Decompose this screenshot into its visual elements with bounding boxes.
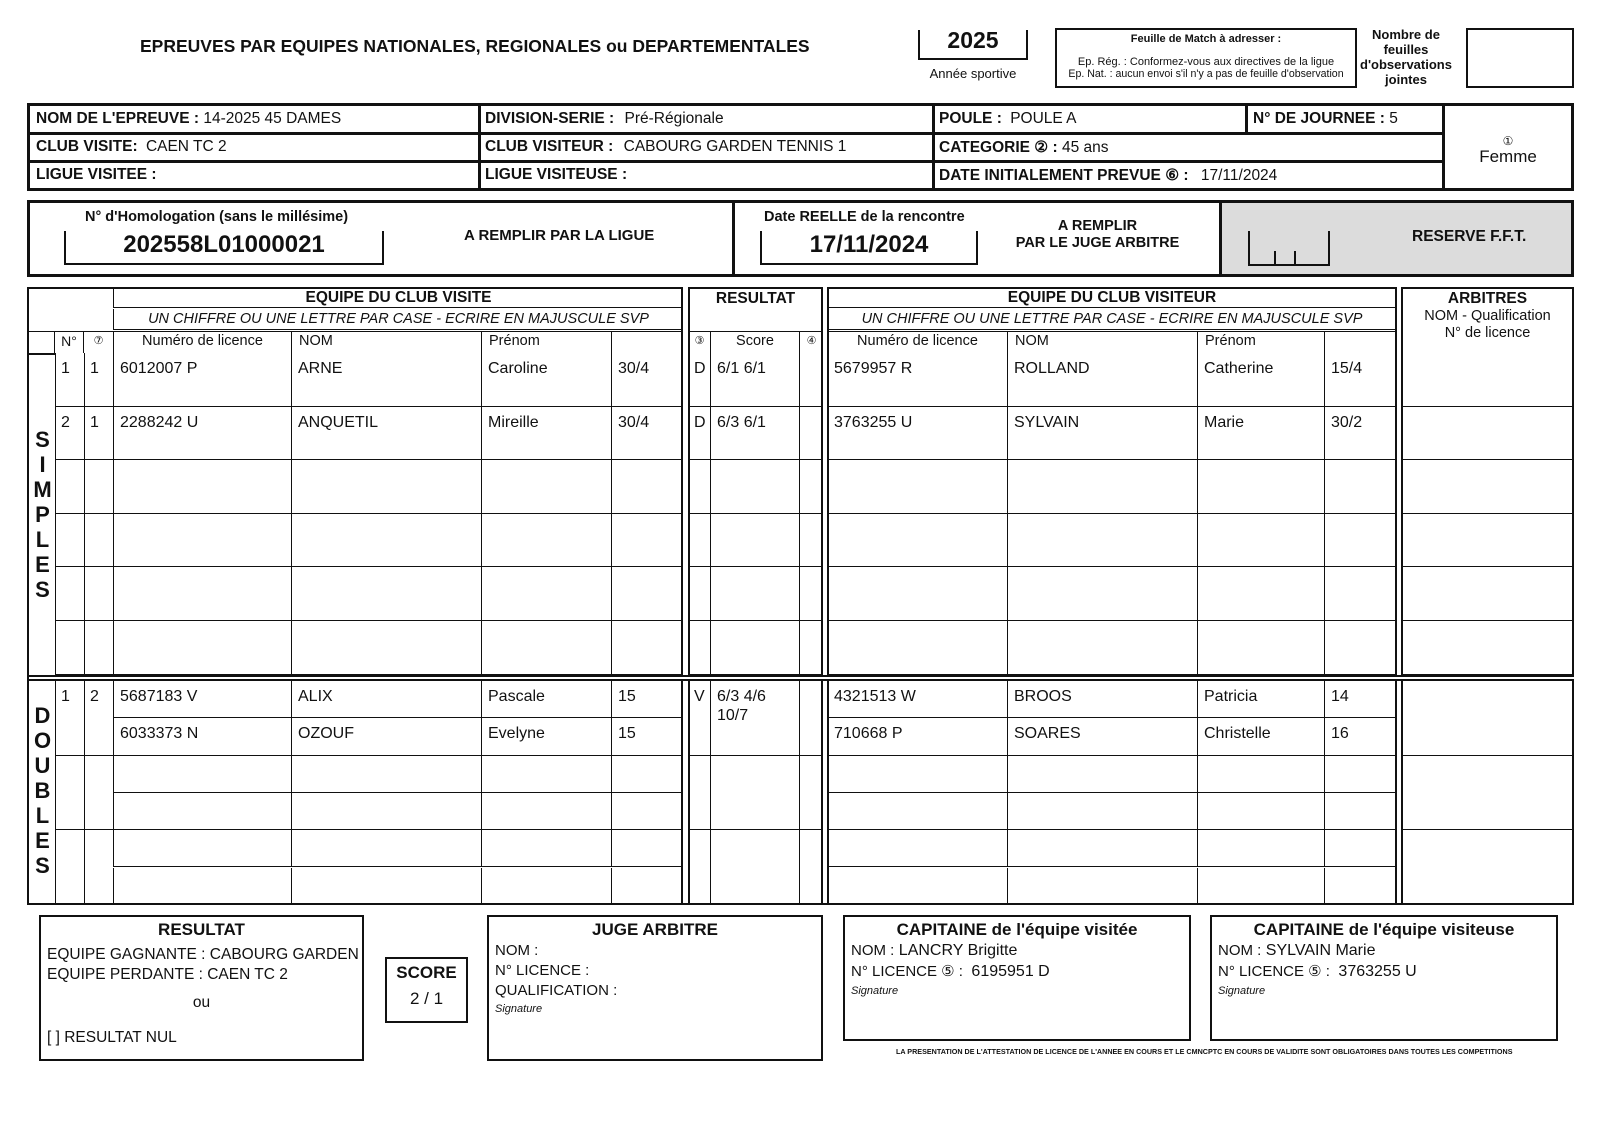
arbitres-sub-1: NOM - Qualification [1424, 308, 1551, 324]
ou-text: ou [192, 994, 211, 1011]
double-cell-score[interactable] [710, 681, 799, 756]
simple-cell-arb[interactable] [1401, 567, 1574, 621]
simple-cell-n[interactable] [55, 621, 84, 675]
double-cell-blank4[interactable] [799, 756, 823, 831]
simple-cell-score[interactable] [710, 460, 799, 514]
observations-label: Nombre de feuilles d'observations jointes [1360, 27, 1452, 87]
visiteur-subtitle: UN CHIFFRE OU UNE LETTRE PAR CASE - ECRIRE EN MAJUSCULE SVP [827, 309, 1397, 330]
simple-cell-prenom2[interactable]: Catherine [1197, 353, 1324, 407]
date-prevue-label: DATE INITIALEMENT PREVUE ⑥ : [939, 167, 1189, 184]
simple-cell-lic[interactable]: 6012007 P [113, 353, 291, 407]
ligue-note: A REMPLIR PAR LA LIGUE [464, 227, 655, 244]
simple-cell-r[interactable]: 1 [84, 407, 113, 461]
send-instructions-box [1055, 28, 1357, 88]
juge-arbitre-box [487, 915, 823, 1061]
double-cell-prenom[interactable] [481, 793, 611, 830]
page-title: EPREUVES PAR EQUIPES NATIONALES, REGIONALES ou DEPARTEMENTALES [140, 36, 810, 56]
juge-note [1010, 218, 1185, 252]
resultat-nul-checkbox[interactable]: [ ] RESULTAT NUL [47, 1029, 177, 1046]
double-cell-prenom2[interactable] [1197, 793, 1324, 830]
categorie-label: CATEGORIE ② : [939, 139, 1058, 156]
simple-cell-prenom[interactable] [481, 621, 611, 675]
date-reelle-field[interactable] [760, 231, 978, 265]
homologation-label: N° d'Homologation (sans le millésime) [85, 209, 349, 225]
capitaine-visiteuse-lic-value: 3763255 U [1338, 963, 1417, 980]
simple-cell-arb[interactable] [1401, 460, 1574, 514]
col-7: ⑦ [93, 335, 104, 347]
simple-cell-prenom2[interactable] [1197, 460, 1324, 514]
date-reelle-value: 17/11/2024 [809, 231, 929, 258]
simple-cell-nom[interactable]: ANQUETIL [291, 407, 481, 461]
simple-cell-r[interactable] [84, 567, 113, 621]
year-box [918, 27, 1028, 60]
double-cell-res[interactable]: V [688, 681, 710, 756]
double-cell-cls[interactable] [611, 830, 683, 867]
simple-cell-score[interactable] [710, 621, 799, 675]
double-cell-lic[interactable]: 5687183 V [113, 681, 291, 718]
double-cell-prenom[interactable] [481, 830, 611, 867]
double-cell-arb[interactable] [1401, 830, 1574, 905]
simple-cell-res[interactable] [688, 460, 710, 514]
gagnante-line [47, 946, 362, 964]
col-num: N° [61, 333, 77, 349]
simple-cell-lic2[interactable]: 5679957 R [827, 353, 1007, 407]
resultat-summary-box [39, 915, 364, 1061]
epreuve-label: NOM DE L'EPREUVE : [36, 110, 200, 127]
ligue-visiteuse-field [485, 166, 627, 184]
perdante-label: EQUIPE PERDANTE : [47, 966, 203, 983]
sexe-mark: ① [1502, 134, 1514, 148]
juge-title: JUGE ARBITRE [592, 920, 718, 939]
division-value: Pré-Régionale [624, 110, 724, 127]
simple-cell-nom[interactable] [291, 514, 481, 568]
double-cell-blank4[interactable] [799, 830, 823, 905]
double-cell-nom[interactable]: OZOUF [291, 718, 481, 755]
double-cell-cls[interactable] [611, 793, 683, 830]
simple-cell-score[interactable] [710, 514, 799, 568]
homologation-block [27, 200, 1574, 277]
double-cell-prenom2[interactable] [1197, 756, 1324, 793]
doubles-label: DOUBLES [30, 703, 55, 878]
double-cell-n[interactable] [55, 830, 84, 905]
capitaine-visitee-signature[interactable]: Signature [851, 985, 899, 997]
simple-cell-score[interactable]: 6/1 6/1 [710, 353, 799, 407]
simple-cell-res[interactable]: D [688, 353, 710, 407]
simple-cell-r[interactable] [84, 514, 113, 568]
capitaine-visiteuse-nom-value: SYLVAIN Marie [1265, 942, 1376, 959]
journee-label: N° DE JOURNEE : [1253, 110, 1385, 127]
match-info-block [27, 103, 1574, 191]
double-score-line-1: 6/3 4/6 [717, 688, 766, 705]
simple-cell-prenom2[interactable] [1197, 621, 1324, 675]
simple-cell-cls2[interactable]: 30/2 [1324, 407, 1397, 461]
double-cell-r[interactable]: 2 [84, 681, 113, 756]
double-cell-nom2[interactable]: SOARES [1007, 718, 1197, 755]
simple-cell-blank4[interactable] [799, 353, 823, 407]
simple-cell-prenom[interactable] [481, 460, 611, 514]
simple-cell-nom[interactable]: ARNE [291, 353, 481, 407]
simple-cell-blank4[interactable] [799, 621, 823, 675]
double-cell-nom[interactable] [291, 756, 481, 793]
capitaine-visiteuse-box [1210, 915, 1558, 1041]
capitaine-visitee-nom-value: LANCRY Brigitte [898, 942, 1018, 959]
double-cell-blank4[interactable] [799, 681, 823, 756]
juge-nom: NOM : [495, 942, 539, 959]
double-cell-lic[interactable] [113, 830, 291, 867]
visite-subtitle: UN CHIFFRE OU UNE LETTRE PAR CASE - ECRIRE EN MAJUSCULE SVP [113, 309, 683, 330]
simple-cell-res[interactable] [688, 514, 710, 568]
date-prevue-field [939, 166, 1277, 185]
double-cell-cls[interactable] [611, 756, 683, 793]
categorie-field [939, 138, 1109, 157]
double-cell-lic[interactable] [113, 756, 291, 793]
poule-value: POULE A [1010, 110, 1077, 127]
send-title: Feuille de Match à adresser : [1130, 33, 1282, 45]
simple-cell-prenom2[interactable]: Marie [1197, 407, 1324, 461]
double-cell-cls2[interactable]: 16 [1324, 718, 1397, 755]
simple-cell-prenom[interactable] [481, 514, 611, 568]
double-cell-nom2[interactable] [1007, 793, 1197, 830]
simple-cell-prenom2[interactable] [1197, 514, 1324, 568]
epreuve-value: 14-2025 45 DAMES [203, 110, 342, 127]
arbitres-title: ARBITRES [1447, 290, 1528, 307]
col-4: ④ [806, 335, 817, 347]
double-cell-cls[interactable]: 15 [611, 681, 683, 718]
col-3: ③ [694, 335, 705, 347]
simple-cell-arb[interactable] [1401, 407, 1574, 461]
perdante-line [47, 966, 362, 984]
homologation-field[interactable] [64, 231, 384, 265]
double-cell-r[interactable] [84, 756, 113, 831]
simple-cell-nom2[interactable] [1007, 567, 1197, 621]
simples-label: SIMPLES [30, 427, 55, 602]
juge-qualification: QUALIFICATION : [495, 982, 618, 999]
reserve-fft-label: RESERVE F.F.T. [1412, 228, 1527, 245]
simple-cell-n[interactable]: 1 [55, 353, 84, 407]
simple-cell-cls[interactable]: 30/4 [611, 407, 683, 461]
double-cell-cls[interactable] [611, 868, 683, 905]
simple-cell-cls2[interactable] [1324, 514, 1397, 568]
double-cell-prenom2[interactable]: Patricia [1197, 681, 1324, 718]
double-cell-lic2[interactable] [827, 793, 1007, 830]
capitaine-visitee-lic-value: 6195951 D [971, 963, 1050, 980]
juge-signature[interactable]: Signature [495, 1003, 543, 1015]
col-nom-visiteur: NOM [1015, 333, 1049, 349]
simple-cell-score[interactable] [710, 567, 799, 621]
double-cell-nom[interactable] [291, 868, 481, 905]
double-cell-prenom[interactable] [481, 756, 611, 793]
simple-cell-nom2[interactable]: SYLVAIN [1007, 407, 1197, 461]
ligue-visitee-label: LIGUE VISITEE : [36, 166, 157, 183]
journee-field [1253, 110, 1398, 128]
club-visiteur-field [485, 138, 846, 156]
double-cell-score[interactable] [710, 830, 799, 905]
column-header-row [27, 331, 1397, 353]
double-cell-n[interactable] [55, 756, 84, 831]
double-score-line-2: 10/7 [717, 707, 749, 724]
simple-cell-nom2[interactable] [1007, 460, 1197, 514]
date-reelle-label: Date REELLE de la rencontre [764, 209, 965, 225]
simple-cell-cls[interactable] [611, 567, 683, 621]
simple-cell-lic[interactable] [113, 460, 291, 514]
division-label: DIVISION-SERIE : [485, 110, 615, 127]
double-cell-cls2[interactable] [1324, 793, 1397, 830]
double-cell-prenom2[interactable] [1197, 830, 1324, 867]
capitaine-visitee-lic-label: N° LICENCE ⑤ : [851, 963, 963, 980]
juge-note-line-2: PAR LE JUGE ARBITRE [1015, 235, 1180, 251]
simple-cell-n[interactable]: 2 [55, 407, 84, 461]
simple-cell-lic2[interactable]: 3763255 U [827, 407, 1007, 461]
simple-cell-cls[interactable]: 30/4 [611, 353, 683, 407]
simple-cell-nom[interactable] [291, 567, 481, 621]
double-cell-lic[interactable]: 6033373 N [113, 718, 291, 755]
simple-cell-prenom[interactable]: Caroline [481, 353, 611, 407]
double-cell-lic2[interactable] [827, 868, 1007, 905]
simple-cell-n[interactable] [55, 567, 84, 621]
capitaine-visitee-box [843, 915, 1191, 1041]
resultat-summary-title: RESULTAT [158, 920, 245, 939]
simple-cell-lic[interactable] [113, 514, 291, 568]
capitaine-visiteuse-nom [1218, 942, 1556, 960]
col-score: Score [736, 333, 774, 349]
club-visiteur-label: CLUB VISITEUR : [485, 138, 614, 155]
double-cell-prenom2[interactable]: Christelle [1197, 718, 1324, 755]
simple-cell-arb[interactable] [1401, 514, 1574, 568]
club-visite-label: CLUB VISITE: [36, 138, 138, 155]
simple-cell-cls[interactable] [611, 514, 683, 568]
simple-cell-nom2[interactable]: ROLLAND [1007, 353, 1197, 407]
simple-cell-blank4[interactable] [799, 407, 823, 461]
ligue-visiteuse-label: LIGUE VISITEUSE : [485, 166, 628, 183]
capitaine-visiteuse-title: CAPITAINE de l'équipe visiteuse [1253, 920, 1515, 939]
double-cell-res[interactable] [688, 756, 710, 831]
double-cell-nom[interactable] [291, 793, 481, 830]
observations-count-field[interactable] [1466, 28, 1574, 88]
col-licence-visiteur: Numéro de licence [857, 333, 978, 349]
col-nom: NOM [299, 333, 333, 349]
visite-title: EQUIPE DU CLUB VISITE [113, 287, 683, 308]
capitaine-visitee-title: CAPITAINE de l'équipe visitée [896, 920, 1138, 939]
simple-cell-cls2[interactable]: 15/4 [1324, 353, 1397, 407]
simple-cell-blank4[interactable] [799, 567, 823, 621]
score-value: 2 / 1 [409, 989, 444, 1008]
arbitres-sub-2: N° de licence [1444, 325, 1531, 341]
double-cell-r[interactable] [84, 830, 113, 905]
resultat-col-title: RESULTAT [715, 290, 796, 307]
journee-value: 5 [1389, 110, 1398, 127]
reserve-fft-panel [1219, 203, 1571, 274]
visiteur-title: EQUIPE DU CLUB VISITEUR [827, 287, 1397, 308]
epreuve-field [36, 110, 341, 128]
double-cell-prenom2[interactable] [1197, 868, 1324, 905]
double-cell-nom2[interactable]: BROOS [1007, 681, 1197, 718]
poule-label: POULE : [939, 110, 1002, 127]
simple-cell-r[interactable] [84, 460, 113, 514]
tables-bottom-border [27, 903, 1574, 905]
col-prenom: Prénom [489, 333, 540, 349]
double-cell-cls2[interactable] [1324, 830, 1397, 867]
footer-note: LA PRESENTATION DE L'ATTESTATION DE LICENCE DE L'ANNEE EN COURS ET LE CMNCPTC EN COURS DE VALIDITE SONT OBLIGATOIRES DANS TOUTES LES COMPETITIONS [896, 1047, 1513, 1056]
simple-cell-lic[interactable] [113, 621, 291, 675]
year-label: Année sportive [929, 66, 1017, 81]
division-field [485, 110, 724, 128]
capitaine-visiteuse-licence [1218, 962, 1556, 981]
col-licence: Numéro de licence [142, 333, 263, 349]
simple-cell-lic2[interactable] [827, 621, 1007, 675]
double-cell-lic2[interactable] [827, 756, 1007, 793]
club-visite-field [36, 138, 227, 156]
categorie-value: 45 ans [1061, 139, 1109, 156]
double-cell-cls2[interactable]: 14 [1324, 681, 1397, 718]
gagnante-value: CABOURG GARDEN [209, 946, 359, 963]
simple-cell-n[interactable] [55, 460, 84, 514]
simples-section-label [27, 353, 55, 675]
simple-cell-prenom2[interactable] [1197, 567, 1324, 621]
send-line-2: Ep. Nat. : aucun envoi s'il n'y a pas de feuille d'observation [1068, 68, 1344, 80]
simple-cell-res[interactable]: D [688, 407, 710, 461]
simple-cell-n[interactable] [55, 514, 84, 568]
club-visite-value: CAEN TC 2 [145, 138, 227, 155]
double-cell-lic2[interactable]: 4321513 W [827, 681, 1007, 718]
capitaine-visiteuse-nom-label: NOM : [1218, 942, 1262, 959]
simple-cell-res[interactable] [688, 621, 710, 675]
simple-cell-score[interactable]: 6/3 6/1 [710, 407, 799, 461]
juge-note-line-1: A REMPLIR [1057, 218, 1138, 234]
ligue-visitee-field [36, 166, 157, 184]
double-cell-arb[interactable] [1401, 756, 1574, 831]
score-label: SCORE [396, 963, 457, 982]
double-cell-prenom[interactable]: Pascale [481, 681, 611, 718]
double-cell-arb[interactable] [1401, 681, 1574, 756]
club-visiteur-value: CABOURG GARDEN TENNIS 1 [623, 138, 847, 155]
capitaine-visitee-nom-label: NOM : [851, 942, 895, 959]
simple-cell-res[interactable] [688, 567, 710, 621]
date-prevue-value: 17/11/2024 [1200, 167, 1278, 184]
tables-left-border [27, 353, 29, 905]
double-cell-score[interactable] [710, 756, 799, 831]
simple-cell-prenom[interactable]: Mireille [481, 407, 611, 461]
sexe-value: Femme [1479, 147, 1537, 166]
simple-cell-cls2[interactable] [1324, 567, 1397, 621]
simple-cell-lic[interactable]: 2288242 U [113, 407, 291, 461]
simple-cell-r[interactable] [84, 621, 113, 675]
simple-cell-r[interactable]: 1 [84, 353, 113, 407]
double-cell-cls2[interactable] [1324, 868, 1397, 905]
double-cell-nom[interactable]: ALIX [291, 681, 481, 718]
double-cell-lic[interactable] [113, 868, 291, 905]
capitaine-visiteuse-signature[interactable]: Signature [1218, 985, 1266, 997]
simple-cell-lic2[interactable] [827, 460, 1007, 514]
simple-cell-arb[interactable] [1401, 621, 1574, 675]
double-cell-nom2[interactable] [1007, 830, 1197, 867]
double-cell-cls[interactable]: 15 [611, 718, 683, 755]
perdante-value: CAEN TC 2 [207, 966, 288, 983]
double-cell-prenom[interactable] [481, 868, 611, 905]
double-cell-res[interactable] [688, 830, 710, 905]
double-cell-cls2[interactable] [1324, 756, 1397, 793]
simple-cell-lic2[interactable] [827, 567, 1007, 621]
simple-cell-cls[interactable] [611, 460, 683, 514]
score-box [385, 957, 468, 1023]
capitaine-visitee-nom [851, 942, 1189, 960]
simple-cell-nom2[interactable] [1007, 514, 1197, 568]
double-cell-nom[interactable] [291, 830, 481, 867]
send-line-1: Ep. Rég. : Conformez-vous aux directives de la ligue [1077, 56, 1335, 68]
simple-cell-nom[interactable] [291, 621, 481, 675]
simple-cell-cls[interactable] [611, 621, 683, 675]
double-cell-nom2[interactable] [1007, 756, 1197, 793]
poule-field [939, 110, 1077, 128]
simple-cell-nom2[interactable] [1007, 621, 1197, 675]
double-cell-nom2[interactable] [1007, 868, 1197, 905]
simple-cell-prenom[interactable] [481, 567, 611, 621]
year-value: 2025 [947, 27, 999, 53]
simple-cell-blank4[interactable] [799, 460, 823, 514]
capitaine-visiteuse-lic-label: N° LICENCE ⑤ : [1218, 963, 1330, 980]
simple-cell-blank4[interactable] [799, 514, 823, 568]
double-cell-n[interactable]: 1 [55, 681, 84, 756]
simple-cell-lic[interactable] [113, 567, 291, 621]
double-cell-lic[interactable] [113, 793, 291, 830]
double-cell-lic2[interactable]: 710668 P [827, 718, 1007, 755]
simple-cell-lic2[interactable] [827, 514, 1007, 568]
col-prenom-visiteur: Prénom [1205, 333, 1256, 349]
simple-cell-cls2[interactable] [1324, 621, 1397, 675]
gagnante-label: EQUIPE GAGNANTE : [47, 946, 206, 963]
simple-cell-arb[interactable] [1401, 353, 1574, 407]
homologation-value: 202558L01000021 [123, 231, 325, 258]
double-cell-prenom[interactable]: Evelyne [481, 718, 611, 755]
juge-licence: N° LICENCE : [495, 962, 590, 979]
simple-cell-cls2[interactable] [1324, 460, 1397, 514]
capitaine-visitee-licence [851, 962, 1189, 981]
double-cell-lic2[interactable] [827, 830, 1007, 867]
simple-cell-nom[interactable] [291, 460, 481, 514]
doubles-section-label [27, 681, 55, 905]
